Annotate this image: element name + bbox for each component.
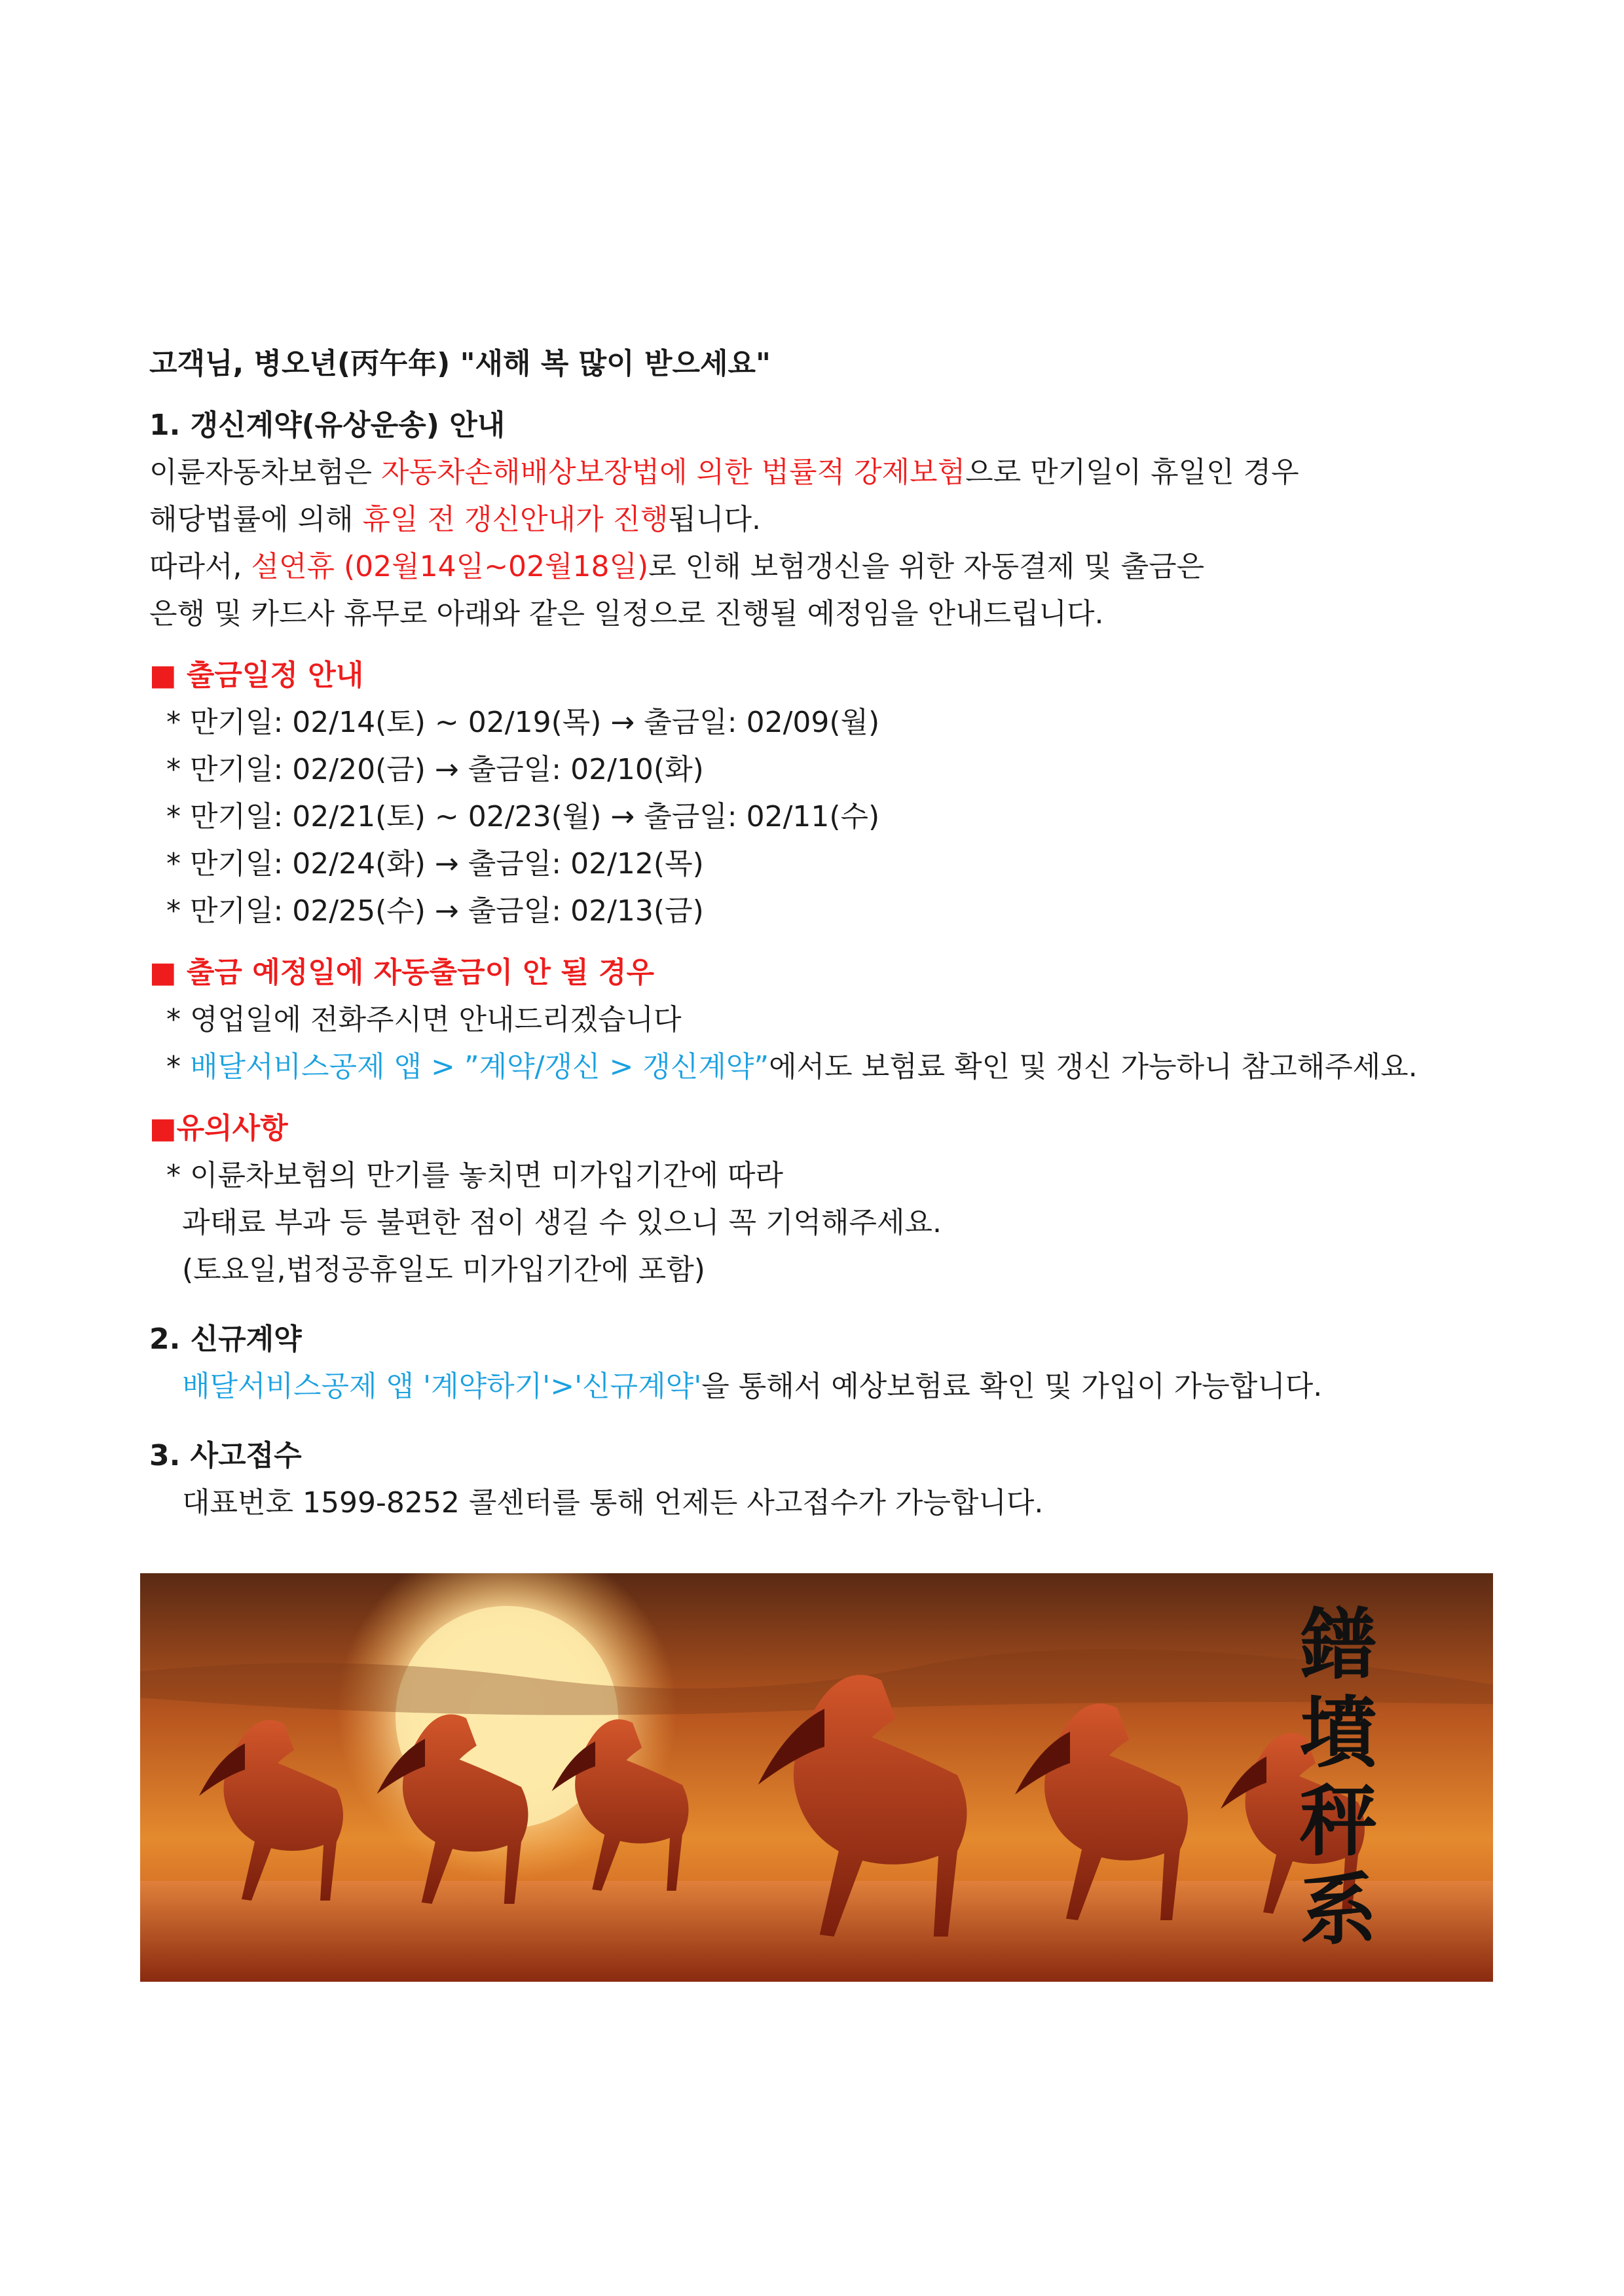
text-span: 따라서, — [149, 550, 251, 583]
text-span: 을 통해서 예상보험료 확인 및 가입이 가능합니다. — [701, 1370, 1323, 1403]
calligraphy-char: 鐠 — [1299, 1599, 1378, 1690]
highlight-text: 설연휴 (02월14일~02월18일) — [251, 550, 649, 583]
accident-text: 대표번호 1599-8252 콜센터를 통해 언제든 사고접수가 가능합니다. — [182, 1486, 1044, 1520]
renewal-section — [149, 402, 1498, 638]
schedule-section — [149, 652, 1498, 935]
renewal-paragraph-line-1 — [149, 449, 1498, 496]
renewal-paragraph-line-2 — [149, 496, 1498, 543]
schedule-item: * 만기일: 02/14(토) ~ 02/19(목) → 출금일: 02/09(월) — [166, 706, 880, 739]
calligraphy-char: 秤 — [1299, 1776, 1378, 1867]
text-span: 됩니다. — [668, 503, 761, 536]
greeting-heading: 고객님, 병오년(丙午年) "새해 복 많이 받으세요" — [149, 347, 771, 380]
schedule-title: ■ 출금일정 안내 — [149, 659, 364, 692]
text-span: 으로 만기일이 휴일인 경우 — [965, 456, 1299, 489]
renewal-paragraph-line-4: 은행 및 카드사 휴무로 아래와 같은 일정으로 진행될 예정임을 안내드립니다. — [149, 597, 1104, 630]
horses-banner-image — [140, 1573, 1493, 1982]
accident-title: 3. 사고접수 — [149, 1439, 302, 1472]
text-span: * — [166, 1050, 190, 1084]
new-contract-section — [149, 1316, 1498, 1410]
schedule-item: * 만기일: 02/21(토) ~ 02/23(월) → 출금일: 02/11(수) — [166, 800, 880, 833]
calligraphy-char: 系 — [1299, 1864, 1378, 1955]
schedule-item: * 만기일: 02/25(수) → 출금일: 02/13(금) — [166, 894, 704, 928]
caution-title: ■유의사항 — [149, 1112, 288, 1145]
text-span: 에서도 보험료 확인 및 갱신 가능하니 참고해주세요. — [769, 1050, 1418, 1084]
calligraphy-char: 墳 — [1299, 1687, 1378, 1778]
new-contract-title: 2. 신규계약 — [149, 1322, 302, 1356]
app-path-text: 배달서비스공제 앱 > ”계약/갱신 > 갱신계약” — [190, 1050, 769, 1084]
highlight-text: 자동차손해배상보장법에 의한 법률적 강제보험 — [381, 456, 966, 489]
ground — [140, 1881, 1493, 1982]
text-span: 해당법률에 의해 — [149, 503, 363, 536]
new-contract-text — [149, 1363, 1498, 1410]
highlight-text: 휴일 전 갱신안내가 진행 — [362, 503, 669, 536]
text-span: 로 인해 보험갱신을 위한 자동결제 및 출금은 — [648, 550, 1205, 583]
renewal-paragraph-line-3 — [149, 543, 1498, 591]
auto-debit-failure-section — [149, 949, 1498, 1091]
caution-line-2: 과태료 부과 등 불편한 점이 생길 수 있으니 꼭 기억해주세요. — [182, 1206, 942, 1239]
failure-item-app — [149, 1044, 1498, 1091]
failure-item-phone: * 영업일에 전화주시면 안내드리겠습니다 — [166, 1003, 682, 1036]
failure-title: ■ 출금 예정일에 자동출금이 안 될 경우 — [149, 956, 655, 989]
app-path-text: 배달서비스공제 앱 '계약하기'>'신규계약' — [182, 1370, 702, 1403]
text-span: 이륜자동차보험은 — [149, 456, 382, 489]
caution-line-1: * 이륜차보험의 만기를 놓치면 미가입기간에 따라 — [166, 1159, 784, 1192]
schedule-item: * 만기일: 02/20(금) → 출금일: 02/10(화) — [166, 753, 704, 786]
calligraphy-text — [1299, 1599, 1382, 1955]
caution-section — [149, 1105, 1498, 1294]
accident-section — [149, 1432, 1498, 1527]
notice-document — [149, 340, 1498, 1527]
schedule-item: * 만기일: 02/24(화) → 출금일: 02/12(목) — [166, 847, 704, 881]
renewal-title: 1. 갱신계약(유상운송) 안내 — [149, 409, 506, 442]
caution-line-3: (토요일,법정공휴일도 미가입기간에 포함) — [182, 1253, 705, 1286]
